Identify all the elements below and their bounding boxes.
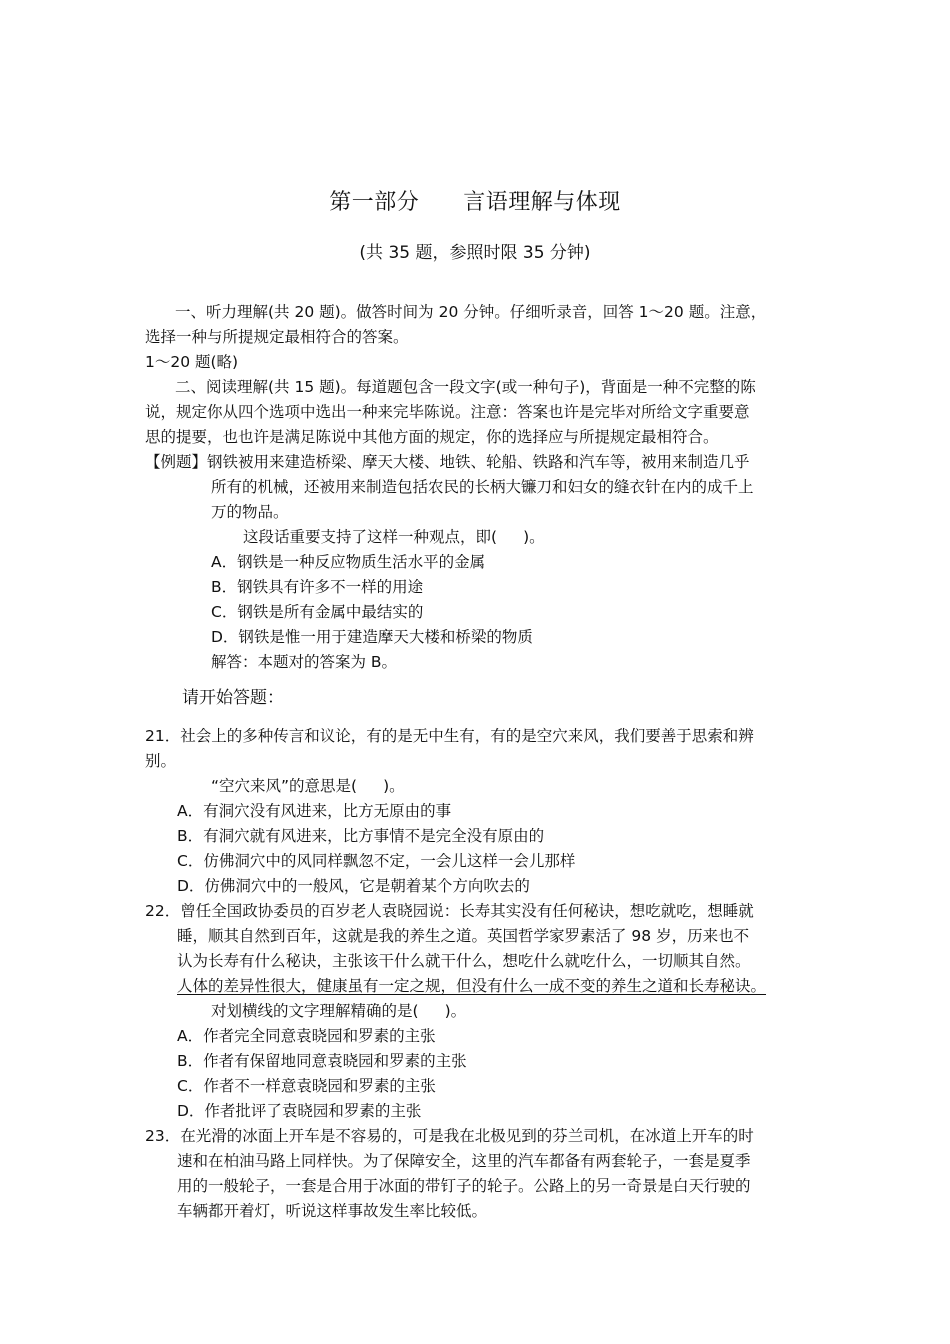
listening-omitted: 1～20 题(略) <box>145 353 239 371</box>
q21-question <box>211 776 405 796</box>
page-title <box>0 185 950 216</box>
example-answer: 解答：本题对的答案为 B。 <box>211 653 398 671</box>
q23-line2: 速和在柏油马路上同样快。为了保障安全，这里的汽车都备有两套轮子，一套是夏季 <box>177 1152 751 1170</box>
q22-line1: 22．曾任全国政协委员的百岁老人袁晓园说：长寿其实没有任何秘诀，想吃就吃，想睡就 <box>145 902 754 920</box>
q21-question-end: )。 <box>383 777 405 795</box>
q22-question <box>211 1001 466 1021</box>
q21-option-c: C．仿佛洞穴中的风同样飘忽不定，一会儿这样一会儿那样 <box>177 852 576 870</box>
example-option-b: B．钢铁具有许多不一样的用途 <box>211 578 424 596</box>
q21-option-b: B．有洞穴就有风进来，比方事情不是完全没有原由的 <box>177 827 545 845</box>
example-question <box>243 527 545 547</box>
q22-option-b: B．作者有保留地同意袁晓园和罗素的主张 <box>177 1052 467 1070</box>
example-line3: 万的物品。 <box>211 503 289 521</box>
reading-instruction-line2: 说，规定你从四个选项中选出一种来完毕陈说。注意：答案也许是完毕对所给文字重要意 <box>145 403 750 421</box>
q21-line1: 21．社会上的多种传言和议论，有的是无中生有，有的是空穴来风，我们要善于思索和辨 <box>145 727 754 745</box>
example-option-c: C．钢铁是所有金属中最结实的 <box>211 603 424 621</box>
q22-line3: 认为长寿有什么秘诀，主张该干什么就干什么，想吃什么就吃什么，一切顺其自然。 <box>177 952 751 970</box>
example-line2: 所有的机械，还被用来制造包括农民的长柄大镰刀和妇女的缝衣针在内的成千上 <box>211 478 754 496</box>
q21-question-text: “空穴来风”的意思是( <box>211 777 358 795</box>
listening-instruction-line1: 一、听力理解(共 20 题)。做答时间为 20 分钟。仔细听录音，回答 1～20 题。注意， <box>175 303 767 321</box>
part-name: 言语理解与体现 <box>463 190 621 215</box>
q22-option-d: D．作者批评了袁晓园和罗素的主张 <box>177 1102 422 1120</box>
example-tag: 【例题】 <box>145 453 208 471</box>
q23-line4: 车辆都开着灯，听说这样事故发生率比较低。 <box>177 1202 488 1220</box>
example-option-a: A．钢铁是一种反应物质生活水平的金属 <box>211 553 486 571</box>
listening-instruction-line2: 选择一种与所提规定最相符合的答案。 <box>145 328 409 346</box>
q22-question-end: )。 <box>444 1002 467 1020</box>
q23-line3: 用的一般轮子，一套是合用于冰面的带钉子的轮子。公路上的另一奇景是白天行驶的 <box>177 1177 751 1195</box>
q22-line2: 睡，顺其自然到百年，这就是我的养生之道。英国哲学家罗素活了 98 岁，历来也不 <box>177 927 750 945</box>
reading-instruction-line1: 二、阅读理解(共 15 题)。每道题包含一段文字(或一种句子)，背面是一种不完整的陈 <box>175 378 756 396</box>
start-prompt: 请开始答题： <box>182 688 284 708</box>
example-question-end: )。 <box>523 528 545 546</box>
q21-option-d: D．仿佛洞穴中的一般风，它是朝着某个方向吹去的 <box>177 877 530 895</box>
q21-option-a: A．有洞穴没有风进来，比方无原由的事 <box>177 802 452 820</box>
part-label: 第一部分 <box>329 190 420 215</box>
q21-line2: 别。 <box>145 752 177 770</box>
q22-option-c: C．作者不一样意袁晓园和罗素的主张 <box>177 1077 436 1095</box>
q22-question-text: 对划横线的文字理解精确的是( <box>211 1002 419 1020</box>
q22-underlined-line: 人体的差异性很大，健康虽有一定之规，但没有什么一成不变的养生之道和长寿秘诀。 <box>177 977 767 995</box>
q22-option-a: A．作者完全同意袁晓园和罗素的主张 <box>177 1027 436 1045</box>
q23-line1: 23．在光滑的冰面上开车是不容易的，可是我在北极见到的芬兰司机，在冰道上开车的时 <box>145 1127 754 1145</box>
example-line1 <box>145 452 750 472</box>
reading-instruction-line3: 思的提要，也也许是满足陈说中其他方面的规定，你的选择应与所提规定最相符合。 <box>145 428 719 446</box>
example-question-text: 这段话重要支持了这样一种观点，即( <box>243 528 498 546</box>
example-option-d: D．钢铁是惟一用于建造摩天大楼和桥梁的物质 <box>211 628 533 646</box>
page-subtitle: (共 35 题，参照时限 35 分钟) <box>359 243 591 263</box>
example-text: 钢铁被用来建造桥梁、摩天大楼、地铁、轮船、铁路和汽车等，被用来制造几乎 <box>207 453 750 471</box>
